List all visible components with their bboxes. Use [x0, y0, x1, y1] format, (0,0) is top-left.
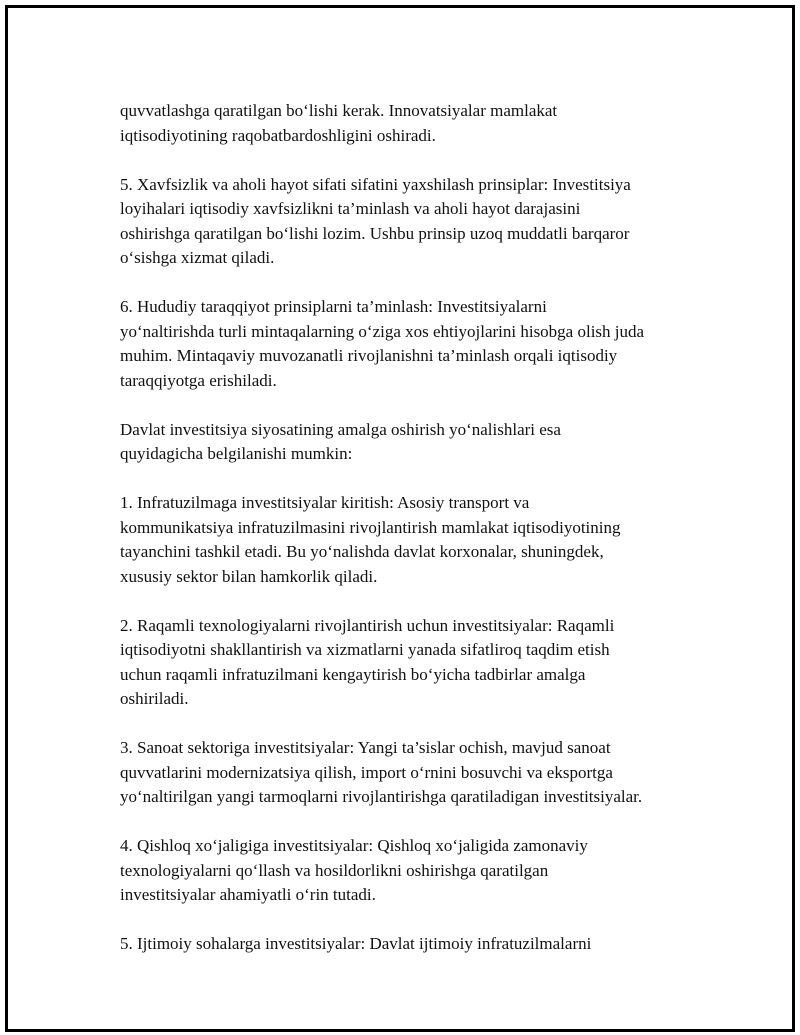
paragraph-direction-4-agriculture: 4. Qishloq xo‘jaligiga investitsiyalar: Qishloq xo‘jaligida zamonaviy texnologiyalarni qo‘llash va hosildorlikni oshirishga qaratilgan investitsiyalar ahamiyatli o‘rin tutadi.	[120, 836, 588, 904]
document-body	[120, 99, 700, 981]
paragraph-direction-1-infrastructure: 1. Infratuzilmaga investitsiyalar kiritish: Asosiy transport va kommunikatsiya infratuzilmasini rivojlantirish mamlakat iqtisodiyotining tayanchini tashkil etadi. Bu yo‘nalishda davlat korxonalar, shuningdek, xususiy sektor bilan hamkorlik qiladi.	[120, 493, 621, 586]
paragraph-direction-5-social: 5. Ijtimoiy sohalarga investitsiyalar: Davlat ijtimoiy infratuzilmalarni	[120, 934, 592, 953]
page-frame	[5, 5, 795, 1032]
paragraph-direction-3-industry: 3. Sanoat sektoriga investitsiyalar: Yangi ta’sislar ochish, mavjud sanoat quvvatlarini modernizatsiya qilish, import o‘rnini bosuvchi va eksportga yo‘naltirilgan yangi tarmoqlarni rivojlantirishga qaratiladigan investitsiyalar.	[120, 738, 643, 806]
paragraph-continuation: quvvatlashga qaratilgan bo‘lishi kerak. Innovatsiyalar mamlakat iqtisodiyotining raqobatbardoshligini oshiradi.	[120, 101, 558, 145]
paragraph-principle-5-security: 5. Xavfsizlik va aholi hayot sifati sifatini yaxshilash prinsiplar: Investitsiya loyihalari iqtisodiy xavfsizlikni ta’minlash va aholi hayot darajasini oshirishga qaratilgan bo‘lishi lozim. Ushbu prinsip uzoq muddatli barqaror o‘sishga xizmat qiladi.	[120, 174, 631, 267]
paragraph-directions-intro: Davlat investitsiya siyosatining amalga oshirish yo‘nalishlari esa quyidagicha belgilanishi mumkin:	[120, 419, 561, 463]
paragraph-principle-6-regional: 6. Hududiy taraqqiyot prinsiplarni ta’minlash: Investitsiyalarni yo‘naltirishda turli mintaqalarning o‘ziga xos ehtiyojlarini hisobga olish juda muhim. Mintaqaviy muvozanatli rivojlanishni ta’minlash orqali iqtisodiy taraqqiyotga erishiladi.	[120, 297, 645, 390]
paragraph-direction-2-digital: 2. Raqamli texnologiyalarni rivojlantirish uchun investitsiyalar: Raqamli iqtisodiyotni shakllantirish va xizmatlarni yanada sifatliroq taqdim etish uchun raqamli infratuzilmani kengaytirish bo‘yicha tadbirlar amalga oshiriladi.	[120, 615, 615, 708]
